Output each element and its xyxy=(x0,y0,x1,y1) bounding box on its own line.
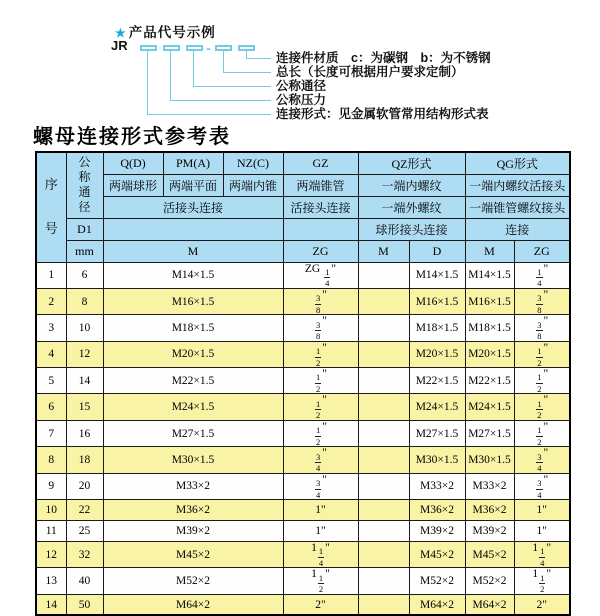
cell-mm: 14 xyxy=(66,368,103,394)
table-header xyxy=(36,152,570,262)
table-row xyxy=(36,542,570,568)
table-title: 螺母连接形式参考表 xyxy=(33,126,231,148)
connector-line xyxy=(193,51,194,87)
cell-sequence: 11 xyxy=(36,521,66,542)
cell-qg-zg: $\frac{1}{2}$ " xyxy=(514,368,570,394)
cell-m-thread: M36×2 xyxy=(103,500,283,521)
cell-qz-m xyxy=(358,341,409,367)
col-header-nominal-diameter-label: 公称通径 xyxy=(78,155,91,215)
cell-gz: $\frac{1}{2}$ " xyxy=(283,394,358,420)
cell-qg-m: M64×2 xyxy=(465,594,514,615)
table-row xyxy=(36,394,570,420)
cell-qz-m xyxy=(358,473,409,499)
header-conn-taper-thread: 一端锥管螺纹接头 xyxy=(465,196,570,218)
col-header-form-pma: PM(A) xyxy=(163,152,223,174)
cell-qz-m xyxy=(358,420,409,446)
cell-qz-d: M52×2 xyxy=(409,568,465,594)
cell-qg-m: M36×2 xyxy=(465,500,514,521)
cell-qz-d: M36×2 xyxy=(409,500,465,521)
cell-qz-m xyxy=(358,521,409,542)
cell-qz-m xyxy=(358,394,409,420)
cell-qg-m: M45×2 xyxy=(465,542,514,568)
cell-qg-m: M24×1.5 xyxy=(465,394,514,420)
connector-line xyxy=(170,51,171,101)
cell-gz: 1" xyxy=(283,500,358,521)
cell-m-thread: M22×1.5 xyxy=(103,368,283,394)
cell-qg-zg: $\frac{1}{4}$ " xyxy=(514,262,570,288)
cell-gz: 2" xyxy=(283,594,358,615)
cell-qg-zg: $\frac{1}{2}$ " xyxy=(514,341,570,367)
cell-qz-m xyxy=(358,315,409,341)
header-unit-m: M xyxy=(103,240,283,262)
cell-qz-m xyxy=(358,568,409,594)
cell-qz-d: M22×1.5 xyxy=(409,368,465,394)
table-row xyxy=(36,262,570,288)
cell-sequence: 14 xyxy=(36,594,66,615)
cell-gz: $\frac{3}{4}$ " xyxy=(283,473,358,499)
cell-qg-m: M30×1.5 xyxy=(465,447,514,473)
cell-qg-m: M27×1.5 xyxy=(465,420,514,446)
cell-sequence: 8 xyxy=(36,447,66,473)
diagram-label-material: 连接件材质 c：为碳钢 b：为不锈钢 xyxy=(276,51,491,65)
cell-qz-d: M14×1.5 xyxy=(409,262,465,288)
star-icon: ★ xyxy=(115,26,127,40)
cell-qg-zg: 1" xyxy=(514,500,570,521)
reference-table-wrap xyxy=(35,151,571,616)
col-header-form-gz: GZ xyxy=(283,152,358,174)
header-unit-qg-zg: ZG xyxy=(514,240,570,262)
cell-qz-m xyxy=(358,262,409,288)
header-connection: 连接 xyxy=(465,218,570,240)
code-box-2 xyxy=(163,45,180,51)
cell-sequence: 10 xyxy=(36,500,66,521)
cell-qg-m: M22×1.5 xyxy=(465,368,514,394)
connector-line xyxy=(246,58,271,59)
table-row xyxy=(36,473,570,499)
cell-mm: 40 xyxy=(66,568,103,594)
cell-qz-m xyxy=(358,447,409,473)
cell-qg-m: M52×2 xyxy=(465,568,514,594)
cell-qz-d: M33×2 xyxy=(409,473,465,499)
cell-qz-m xyxy=(358,288,409,314)
cell-sequence: 6 xyxy=(36,394,66,420)
table-row xyxy=(36,368,570,394)
header-conn-union: 活接头连接 xyxy=(103,196,283,218)
cell-qg-zg: $\frac{3}{8}$ " xyxy=(514,288,570,314)
table-body xyxy=(36,262,570,615)
diagram-heading xyxy=(115,21,216,41)
cell-qz-d: M27×1.5 xyxy=(409,420,465,446)
cell-qg-m: M18×1.5 xyxy=(465,315,514,341)
cell-sequence: 2 xyxy=(36,288,66,314)
cell-qz-d: M20×1.5 xyxy=(409,341,465,367)
cell-qg-m: M16×1.5 xyxy=(465,288,514,314)
cell-qz-m xyxy=(358,542,409,568)
cell-mm: 25 xyxy=(66,521,103,542)
code-box-3 xyxy=(186,45,203,51)
cell-gz: 1" xyxy=(283,521,358,542)
header-mm: mm xyxy=(66,240,103,262)
table-row xyxy=(36,288,570,314)
cell-sequence: 1 xyxy=(36,262,66,288)
table-row xyxy=(36,447,570,473)
cell-m-thread: M45×2 xyxy=(103,542,283,568)
col-header-form-qg: QG形式 xyxy=(465,152,570,174)
cell-sequence: 3 xyxy=(36,315,66,341)
cell-gz: $\frac{1}{2}$ " xyxy=(283,368,358,394)
cell-gz: 1 $\frac{1}{4}$ " xyxy=(283,542,358,568)
cell-qg-zg: 1 $\frac{1}{4}$ " xyxy=(514,542,570,568)
cell-mm: 16 xyxy=(66,420,103,446)
cell-qg-zg: 1 $\frac{1}{2}$ " xyxy=(514,568,570,594)
cell-gz: $\frac{3}{8}$ " xyxy=(283,315,358,341)
cell-qg-m: M39×2 xyxy=(465,521,514,542)
diagram-label-connection: 连接形式：见金属软管常用结构形式表 xyxy=(276,107,489,121)
cell-qz-d: M64×2 xyxy=(409,594,465,615)
cell-m-thread: M39×2 xyxy=(103,521,283,542)
table-row xyxy=(36,315,570,341)
header-unit-qz-d: D xyxy=(409,240,465,262)
cell-m-thread: M27×1.5 xyxy=(103,420,283,446)
cell-sequence: 7 xyxy=(36,420,66,446)
header-conn-external-thread: 一端外螺纹 xyxy=(358,196,465,218)
product-code-prefix: JR xyxy=(111,38,128,53)
diagram-label-pressure: 公称压力 xyxy=(276,93,327,107)
header-desc-pma: 两端平面 xyxy=(163,174,223,196)
cell-qz-d: M16×1.5 xyxy=(409,288,465,314)
connector-line xyxy=(170,100,271,101)
col-header-sequence xyxy=(36,152,66,262)
cell-m-thread: M24×1.5 xyxy=(103,394,283,420)
connector-line xyxy=(147,51,148,115)
cell-gz: 1 $\frac{1}{2}$ " xyxy=(283,568,358,594)
cell-gz: $\frac{1}{2}$ " xyxy=(283,420,358,446)
connector-line xyxy=(223,51,224,73)
cell-m-thread: M33×2 xyxy=(103,473,283,499)
table-row xyxy=(36,521,570,542)
col-header-form-qd: Q(D) xyxy=(103,152,163,174)
cell-qz-m xyxy=(358,500,409,521)
diagram-label-diameter: 公称通径 xyxy=(276,79,327,93)
header-desc-qg: 一端内螺纹活接头 xyxy=(465,174,570,196)
cell-mm: 20 xyxy=(66,473,103,499)
header-desc-qd: 两端球形 xyxy=(103,174,163,196)
cell-qg-m: M33×2 xyxy=(465,473,514,499)
col-header-sequence-label: 序号 xyxy=(44,177,58,237)
table-row xyxy=(36,341,570,367)
header-blank-gz xyxy=(283,218,358,240)
header-blank-left xyxy=(103,218,283,240)
cell-mm: 12 xyxy=(66,341,103,367)
cell-qz-m xyxy=(358,368,409,394)
cell-sequence: 12 xyxy=(36,542,66,568)
cell-qz-d: M18×1.5 xyxy=(409,315,465,341)
cell-qg-zg: 1" xyxy=(514,521,570,542)
cell-qg-zg: $\frac{3}{8}$ " xyxy=(514,315,570,341)
cell-mm: 50 xyxy=(66,594,103,615)
connector-line xyxy=(223,72,271,73)
cell-qz-d: M30×1.5 xyxy=(409,447,465,473)
header-unit-qg-m: M xyxy=(465,240,514,262)
connector-line xyxy=(147,114,271,115)
table-row xyxy=(36,594,570,615)
cell-m-thread: M18×1.5 xyxy=(103,315,283,341)
nut-connection-table xyxy=(35,151,571,616)
connector-line xyxy=(193,86,271,87)
cell-mm: 18 xyxy=(66,447,103,473)
header-d1: D1 xyxy=(66,218,103,240)
cell-mm: 10 xyxy=(66,315,103,341)
header-desc-nzc: 两端内锥 xyxy=(223,174,283,196)
cell-m-thread: M14×1.5 xyxy=(103,262,283,288)
cell-mm: 32 xyxy=(66,542,103,568)
table-row xyxy=(36,420,570,446)
diagram-title: 产品代号示例 xyxy=(128,25,216,40)
table-row xyxy=(36,500,570,521)
col-header-form-qz: QZ形式 xyxy=(358,152,465,174)
cell-mm: 6 xyxy=(66,262,103,288)
cell-qz-d: M39×2 xyxy=(409,521,465,542)
cell-mm: 15 xyxy=(66,394,103,420)
cell-m-thread: M52×2 xyxy=(103,568,283,594)
cell-qz-d: M45×2 xyxy=(409,542,465,568)
cell-mm: 22 xyxy=(66,500,103,521)
cell-gz: $\frac{3}{4}$ " xyxy=(283,447,358,473)
cell-gz: $\frac{3}{8}$ " xyxy=(283,288,358,314)
cell-qg-m: M14×1.5 xyxy=(465,262,514,288)
cell-qg-zg: $\frac{3}{4}$ " xyxy=(514,473,570,499)
col-header-form-nzc: NZ(C) xyxy=(223,152,283,174)
cell-sequence: 5 xyxy=(36,368,66,394)
cell-qg-zg: $\frac{1}{2}$ " xyxy=(514,394,570,420)
header-unit-qz-m: M xyxy=(358,240,409,262)
cell-m-thread: M20×1.5 xyxy=(103,341,283,367)
header-conn-union-gz: 活接头连接 xyxy=(283,196,358,218)
header-unit-zg: ZG xyxy=(283,240,358,262)
cell-m-thread: M16×1.5 xyxy=(103,288,283,314)
diagram-label-length: 总长（长度可根据用户要求定制） xyxy=(276,65,464,79)
code-dash: - xyxy=(206,40,211,56)
cell-sequence: 13 xyxy=(36,568,66,594)
cell-m-thread: M30×1.5 xyxy=(103,447,283,473)
cell-gz: $\frac{1}{2}$ " xyxy=(283,341,358,367)
header-ball-joint-connection: 球形接头连接 xyxy=(358,218,465,240)
cell-qz-d: M24×1.5 xyxy=(409,394,465,420)
cell-m-thread: M64×2 xyxy=(103,594,283,615)
col-header-nominal-diameter xyxy=(66,152,103,218)
cell-mm: 8 xyxy=(66,288,103,314)
cell-qg-zg: 2" xyxy=(514,594,570,615)
cell-gz: ZG $\frac{1}{4}$ " xyxy=(283,262,358,288)
table-row xyxy=(36,568,570,594)
cell-sequence: 4 xyxy=(36,341,66,367)
code-box-1 xyxy=(140,45,157,51)
cell-qz-m xyxy=(358,594,409,615)
cell-qg-m: M20×1.5 xyxy=(465,341,514,367)
header-desc-gz: 两端锥管 xyxy=(283,174,358,196)
header-desc-qz: 一端内螺纹 xyxy=(358,174,465,196)
cell-sequence: 9 xyxy=(36,473,66,499)
cell-qg-zg: $\frac{1}{2}$ " xyxy=(514,420,570,446)
cell-qg-zg: $\frac{3}{4}$ " xyxy=(514,447,570,473)
